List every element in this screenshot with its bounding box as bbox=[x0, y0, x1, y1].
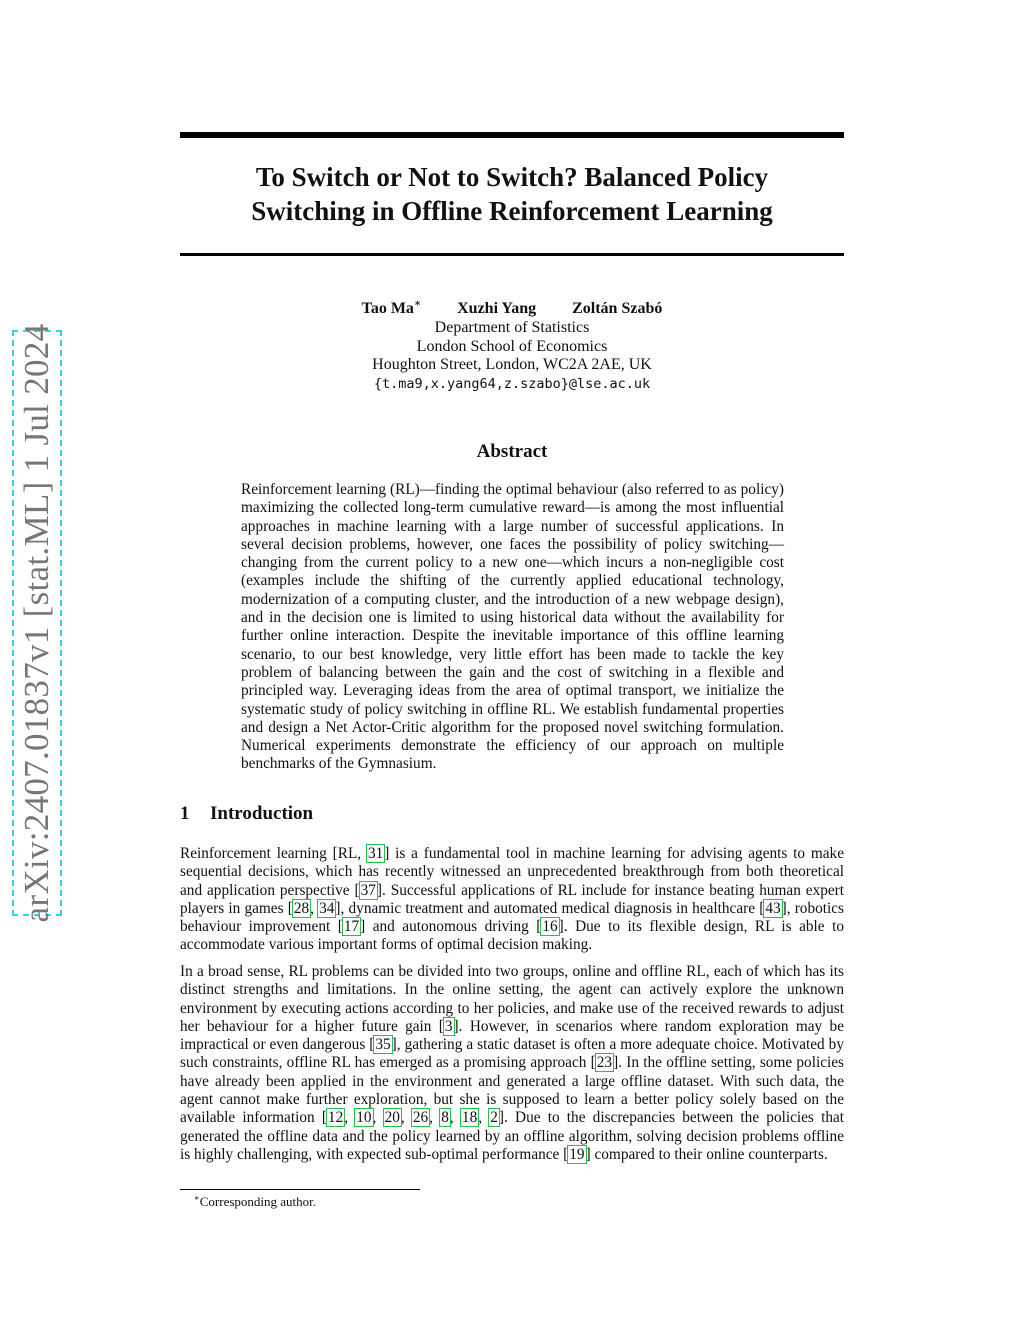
citation-link[interactable]: 10 bbox=[356, 1109, 372, 1127]
citation-link[interactable]: 3 bbox=[444, 1017, 453, 1035]
citation-link[interactable]: 34 bbox=[319, 899, 335, 917]
author: Xuzhi Yang bbox=[457, 300, 537, 317]
citation-link[interactable]: 37 bbox=[360, 881, 376, 899]
paper-title bbox=[180, 160, 844, 228]
body-text: , bbox=[449, 1109, 461, 1127]
abstract-text: Reinforcement learning (RL)—finding the optimal behaviour (also referred to as policy) maximizing the collected long-term cumulative reward—is among the most influential approaches in machine learning with a large number of successful applications. In several decision problems, however, one faces the possibility of policy switching—changing from the current policy to a new one—which incurs a non-negligible cost (examples include the shifting of the currently applied educational technology, modernization of a computing cluster, and the introduction of a new webpage design), and in the decision one is limited to using historical data without the availability for further online interaction. Despite the inevitable importance of this offline learning scenario, to our best knowledge, very little effort has been made to tackle the key problem of balancing between the gain and the cost of switching in a flexible and principled way. Leveraging ideas from the area of optimal transport, we initialize the systematic study of policy switching in offline RL. We establish fundamental properties and design a Net Actor-Critic algorithm for the proposed novel switching formulation. Numerical experiments demonstrate the efficiency of our approach on multiple benchmarks of the Gymnasium. bbox=[241, 481, 784, 773]
body-text: ], dynamic treatment and automated medical diagnosis in healthcare [ bbox=[335, 899, 765, 917]
intro-paragraph-2 bbox=[180, 963, 844, 1164]
body-text: ]. Successful applications of RL include for instance beating human expert players in games [ bbox=[180, 881, 845, 917]
citation-link[interactable]: 2 bbox=[490, 1109, 498, 1127]
arxiv-identifier[interactable]: arXiv:2407.01837v1 [stat.ML] 1 Jul 2024 bbox=[17, 323, 56, 923]
footnote-mark: ∗ bbox=[194, 1192, 200, 1203]
citation-link[interactable]: 28 bbox=[293, 899, 310, 917]
footnote bbox=[194, 1194, 316, 1210]
body-text: ], gathering a static dataset is often a more adequate choice. Motivated by such constraints, offline RL has emerged as a promising approach [ bbox=[180, 1036, 844, 1072]
citation-link[interactable]: 18 bbox=[461, 1109, 478, 1127]
author-list bbox=[180, 299, 844, 319]
body-text: ], robotics behaviour improvement [ bbox=[180, 899, 844, 936]
body-text: , bbox=[372, 1109, 384, 1127]
body-text: ]. However, in scenarios where random exploration may be impractical or even dangerous [ bbox=[180, 1017, 844, 1054]
citation-link[interactable]: 26 bbox=[412, 1109, 429, 1127]
title-top-rule bbox=[180, 132, 844, 138]
footnote-text: Corresponding author. bbox=[199, 1194, 317, 1209]
citation-link[interactable]: 19 bbox=[569, 1145, 585, 1163]
title-bottom-rule bbox=[180, 253, 844, 256]
school: London School of Economics bbox=[416, 337, 608, 355]
body-text: , bbox=[429, 1109, 441, 1127]
citation-link[interactable]: 43 bbox=[765, 899, 781, 917]
body-text: ] compared to their online counterparts. bbox=[585, 1145, 828, 1163]
intro-paragraph-1 bbox=[180, 845, 844, 955]
body-text: , bbox=[344, 1109, 356, 1127]
arxiv-sidebar-stamp bbox=[12, 323, 62, 923]
affiliation bbox=[180, 319, 844, 393]
body-text: , bbox=[400, 1109, 412, 1127]
body-text: ] and autonomous driving [ bbox=[360, 918, 542, 936]
body-text: ] is a fundamental tool in machine learning for advising agents to make sequential decisions, which has recently witnessed an unprecedented breakthrough from both theoretical and application perspective [ bbox=[180, 845, 844, 899]
body-text: In a broad sense, RL problems can be divided into two groups, online and offline RL, each of which has its distinct strengths and limitations. In the online setting, the agent can actively explore the unknown environment by executing actions according to her policies, and make use of the received rewards to adjust her behaviour for a higher future gain [ bbox=[180, 963, 844, 1035]
citation-link[interactable]: 23 bbox=[596, 1054, 613, 1072]
citation-link[interactable]: 31 bbox=[367, 845, 384, 862]
author: Tao Ma∗ bbox=[361, 298, 422, 317]
title-line-1: To Switch or Not to Switch? Balanced Policy bbox=[255, 162, 769, 192]
body-text: ]. In the offline setting, some policies have already been applied in the environment and generated a large offline dataset. With such data, the agent cannot make further exploration, but she is supposed to learn a better policy solely based on the available information [ bbox=[180, 1054, 844, 1127]
body-text: ]. Due to its flexible design, RL is able to accommodate various important forms of optimal decision making. bbox=[180, 918, 844, 954]
address: Houghton Street, London, WC2A 2AE, UK bbox=[372, 356, 652, 373]
citation-link[interactable]: 16 bbox=[542, 918, 558, 936]
section-title: Introduction bbox=[210, 803, 314, 824]
citation-link[interactable]: 20 bbox=[384, 1109, 400, 1127]
footnote-rule bbox=[180, 1189, 420, 1190]
citation-link[interactable]: 17 bbox=[343, 918, 360, 936]
citation-link[interactable]: 8 bbox=[441, 1109, 449, 1127]
title-line-2: Switching in Offline Reinforcement Learning bbox=[251, 196, 773, 226]
body-text: , bbox=[310, 899, 319, 917]
section-number: 1 bbox=[180, 803, 190, 824]
author: Zoltán Szabó bbox=[572, 300, 663, 317]
body-text: Reinforcement learning [RL, bbox=[180, 845, 367, 862]
department: Department of Statistics bbox=[434, 319, 590, 336]
body-text: , bbox=[478, 1109, 490, 1127]
citation-link[interactable]: 35 bbox=[375, 1036, 391, 1054]
abstract-heading: Abstract bbox=[476, 441, 548, 462]
author-emails: {t.ma9,x.yang64,z.szabo}@lse.ac.uk bbox=[373, 375, 651, 392]
body-text: ]. Due to the discrepancies between the policies that generated the offline data and the policy learned by an offline algorithm, solving decision problems offline is highly challenging, with expected sub-optimal performance [ bbox=[180, 1109, 845, 1163]
section-heading bbox=[180, 802, 580, 826]
citation-link[interactable]: 12 bbox=[327, 1109, 344, 1127]
